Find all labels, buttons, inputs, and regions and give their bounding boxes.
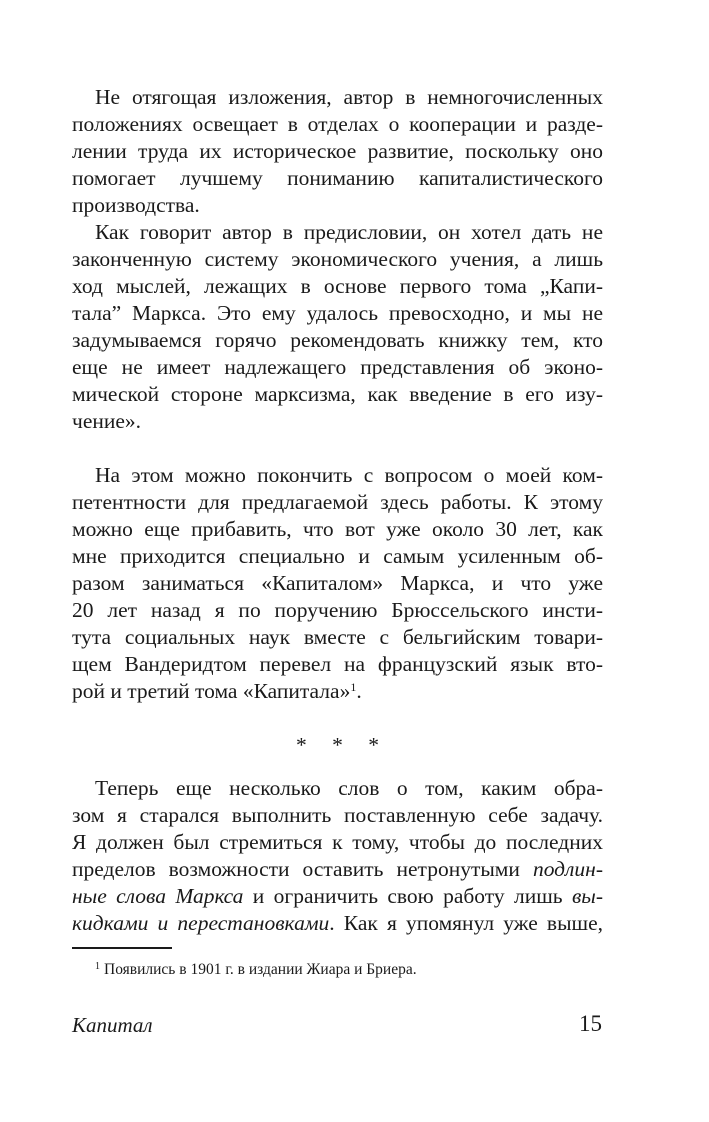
page-body (72, 84, 603, 937)
footnote-reference: 1 (350, 680, 357, 694)
text-line: Теперь еще несколько слов о том, каким обра- (95, 776, 603, 800)
text-line: щем Вандеридтом перевел на французский язык вто- (72, 652, 603, 676)
text-segment: и ограничить свою работу лишь (243, 884, 572, 908)
text-line: зом я старался выполнить поставленную себе задачу. (72, 803, 603, 827)
text-line (72, 678, 603, 705)
text-line: 20 лет назад я по поручению Брюссельского инсти- (72, 598, 603, 622)
text-line: мической стороне марксизма, как введение в его изу- (72, 382, 603, 406)
text-segment: . Как я упомянул уже выше, (329, 911, 603, 935)
paragraph (72, 462, 603, 705)
emphasis-text: ные слова Маркса (72, 884, 244, 908)
text-line: мне приходится специально и самым усиленным об- (72, 544, 603, 568)
text-line: Не отягощая изложения, автор в немногочисленных (95, 85, 603, 109)
text-segment: пределов возможности оставить нетронутыми (72, 857, 533, 881)
text-line: чение». (72, 409, 142, 433)
text-line: тала” Маркса. Это ему удалось превосходно, и мы не (72, 301, 603, 325)
emphasis-text: подлин- (532, 857, 603, 881)
section-separator: * * * (296, 733, 389, 757)
text-line (72, 856, 603, 883)
text-line: производства. (72, 193, 200, 217)
text-line: разом заниматься «Капиталом» Маркса, и что уже (72, 571, 603, 595)
text-line: еще не имеет надлежащего представления об эконо- (72, 355, 603, 379)
text-line: можно еще прибавить, что вот уже около 30 лет, как (72, 517, 603, 541)
paragraph (72, 84, 603, 219)
text-line: положениях освещает в отделах о кооперации и разде- (72, 112, 603, 136)
text-line: тута социальных наук вместе с бельгийским товари- (72, 625, 603, 649)
text-line (72, 883, 603, 910)
text-line (72, 910, 603, 937)
footnote (95, 960, 417, 980)
emphasis-text: кидками и перестановками (72, 911, 330, 935)
text-line: ход мыслей, лежащих в основе первого тома „Капи- (72, 274, 603, 298)
text-segment: . (356, 679, 362, 703)
text-line: Как говорит автор в предисловии, он хотел дать не (95, 220, 603, 244)
text-line: лении труда их историческое развитие, поскольку оно (72, 139, 603, 163)
paragraph (72, 219, 603, 435)
paragraph (72, 775, 603, 937)
footnote-marker: 1 (95, 961, 100, 972)
text-line: законченную систему экономического учения, а лишь (72, 247, 603, 271)
running-footer-title: Капитал (72, 1013, 153, 1037)
text-line: петентности для предлагаемой здесь работы. К этому (72, 490, 603, 514)
footnote-rule (72, 947, 172, 949)
text-line: Я должен был стремиться к тому, чтобы до последних (72, 830, 603, 854)
text-line: На этом можно покончить с вопросом о моей ком- (95, 463, 603, 487)
emphasis-text: вы- (571, 884, 603, 908)
page-number: 15 (579, 1011, 602, 1036)
text-line: задумываемся горячо рекомендовать книжку тем, кто (72, 328, 603, 352)
text-segment: рой и третий тома «Капитала» (72, 679, 351, 703)
footnote-text: Появились в 1901 г. в издании Жиара и Бриера. (104, 961, 417, 978)
text-line: помогает лучшему пониманию капиталистического (72, 166, 603, 190)
